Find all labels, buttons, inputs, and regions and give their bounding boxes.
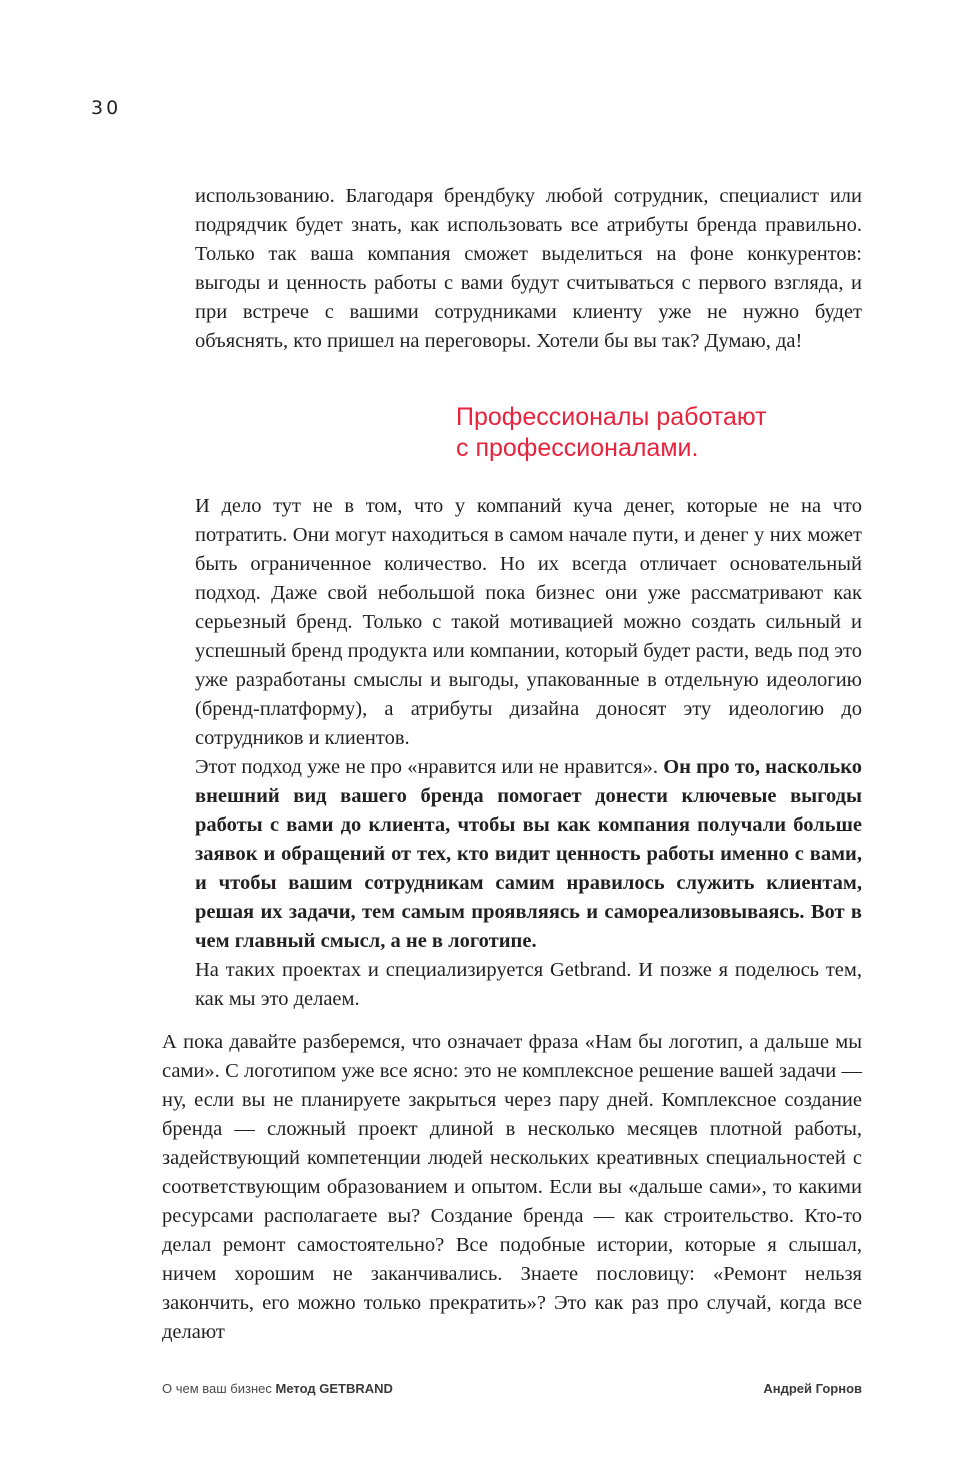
- paragraph-text: А пока давайте разберемся, что означает фраза «Нам бы логотип, а дальше мы сами». С логотипом уже все ясно: это не комплексное решение вашей задачи — ну, если вы не планируете закрыться через пару дней. Комплексное создание бренда — сложный проект длиной в несколько месяцев плотной работы, задействующий компетенции людей нескольких креативных специальностей с соответствующим образованием и опытом. Если вы «дальше сами», то какими ресурсами располагаете вы? Создание бренда — как строительство. Кто-то делал ремонт самостоятельно? Все подобные истории, которые я слышал, ничем хорошим не заканчивались. Знаете пословицу: «Ремонт нельзя закончить, его можно только прекратить»? Это как раз про случай, когда все делают: [162, 1031, 862, 1343]
- page-footer: [162, 1381, 862, 1396]
- footer-book-title: [162, 1381, 393, 1396]
- paragraph-logo-phrase: [162, 1028, 862, 1347]
- pull-quote: [456, 402, 876, 464]
- footer-book-subtitle: О чем ваш бизнес: [162, 1381, 276, 1396]
- paragraph-text-b-regular: Этот подход уже не про «нравится или не нравится».: [195, 756, 664, 778]
- paragraph-professionals: [195, 492, 862, 1014]
- paragraph-text-c: На таких проектах и специализируется Getbrand. И позже я поделюсь тем, как мы это делаем.: [195, 959, 862, 1010]
- paragraph-text-a: И дело тут не в том, что у компаний куча денег, которые не на что потратить. Они могут находиться в самом начале пути, и денег у них может быть ограниченное количество. Но их всегда отличает основательный подход. Даже свой небольшой пока бизнес они уже рассматривают как серьезный бренд. Только с такой мотивацией можно создать сильный и успешный бренд продукта или компании, который будет расти, ведь под это уже разработаны смыслы и выгоды, упакованные в отдельную идеологию (бренд-платформу), а атрибуты дизайна доносят эту идеологию до сотрудников и клиентов.: [195, 495, 862, 749]
- page-number: 30: [91, 97, 122, 119]
- paragraph-text-b: [195, 753, 862, 956]
- pull-quote-line-1: Профессионалы работают: [456, 403, 767, 431]
- pull-quote-line-2: с профессионалами.: [456, 434, 699, 462]
- paragraph-brandbook: [195, 182, 862, 356]
- footer-book-name: Метод GETBRAND: [275, 1381, 393, 1396]
- paragraph-text: использованию. Благодаря брендбуку любой сотрудник, специалист или подрядчик будет знать, как использовать все атрибуты бренда правильно. Только так ваша компания сможет выделиться на фоне конкурентов: выгоды и ценность работы с вами будут считываться с первого взгляда, и при встрече с вашими сотрудниками клиенту уже не нужно будет объяснять, кто пришел на переговоры. Хотели бы вы так? Думаю, да!: [195, 185, 862, 352]
- paragraph-text-b-bold: Он про то, насколько внешний вид вашего бренда помогает донести ключевые выгоды работы с вами до клиента, чтобы вы как компания получали больше заявок и обращений от тех, кто видит ценность работы именно с вами, и чтобы вашим сотрудникам самим нравилось служить клиентам, решая их задачи, тем самым проявляясь и самореализовываясь. Вот в чем главный смысл, а не в логотипе.: [195, 756, 862, 952]
- footer-author: Андрей Горнов: [763, 1381, 862, 1396]
